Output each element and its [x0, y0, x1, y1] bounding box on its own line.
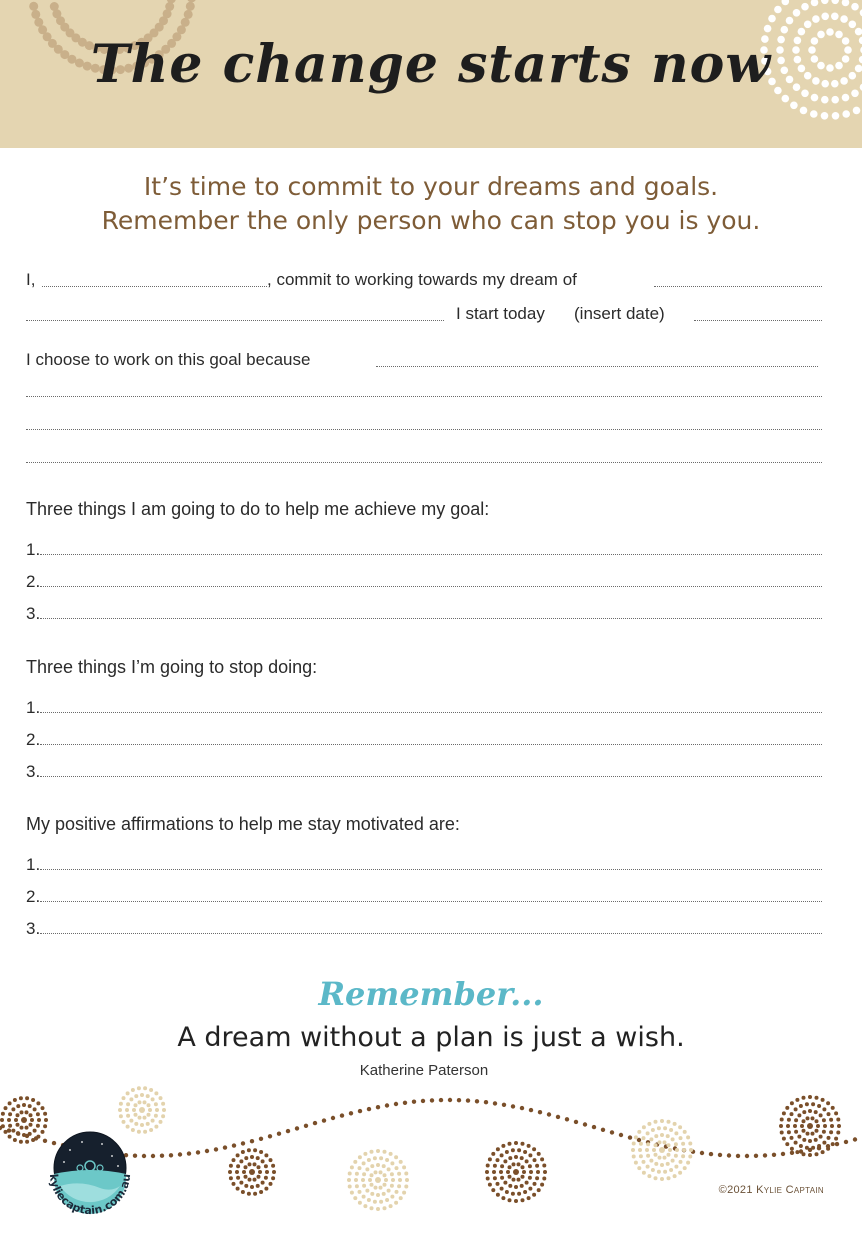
logo-text: kyliecaptain.com.au: [46, 1173, 134, 1218]
date-blank[interactable]: [694, 320, 822, 321]
remember-heading: Remember...: [318, 975, 544, 1013]
affirmation-item-number: 2.: [26, 887, 41, 906]
quote-author: Katherine Paterson: [359, 1062, 489, 1079]
stop-item-number: 1.: [26, 698, 41, 717]
reason-row: [26, 350, 822, 372]
quote-text: A dream without a plan is just a wish.: [177, 1022, 685, 1053]
stop-item-line[interactable]: [40, 744, 822, 745]
stop-item-number: 3.: [26, 762, 41, 781]
achieve-item-line[interactable]: [40, 554, 822, 555]
reason-line-4[interactable]: [26, 462, 822, 463]
reason-line-2[interactable]: [26, 396, 822, 397]
affirmation-item-line[interactable]: [40, 901, 822, 902]
commitment-prefix: I,: [26, 270, 36, 289]
header-banner: [0, 0, 862, 148]
reason-line-3[interactable]: [26, 429, 822, 430]
affirmation-item-line[interactable]: [40, 869, 822, 870]
reason-label: I choose to work on this goal because: [26, 350, 311, 369]
affirmation-item-number: 3.: [26, 919, 41, 938]
start-today-label: I start today: [456, 304, 545, 323]
commitment-row: [26, 270, 822, 292]
achieve-item-line[interactable]: [40, 586, 822, 587]
dream-blank[interactable]: [654, 286, 822, 287]
name-blank[interactable]: [42, 286, 267, 287]
stop-item-number: 2.: [26, 730, 41, 749]
intro-line-1: It’s time to commit to your dreams and goals.: [143, 172, 719, 201]
achieve-goal-heading: Three things I am going to do to help me achieve my goal:: [26, 499, 490, 519]
intro-line-2: Remember the only person who can stop you is you.: [101, 206, 761, 235]
copyright-text: ©2021 Kylie Captain: [718, 1184, 824, 1196]
dream-blank-continued[interactable]: [26, 320, 444, 321]
stop-item-line[interactable]: [40, 776, 822, 777]
affirmation-item-line[interactable]: [40, 933, 822, 934]
kylie-captain-logo[interactable]: [40, 1128, 140, 1228]
page-title: The change starts now: [90, 34, 772, 95]
reason-blank[interactable]: [376, 366, 818, 367]
stop-item-line[interactable]: [40, 712, 822, 713]
stop-doing-heading: Three things I’m going to stop doing:: [26, 657, 318, 677]
start-date-row: [26, 304, 822, 326]
insert-date-label: (insert date): [574, 304, 665, 323]
affirmations-heading: My positive affirmations to help me stay motivated are:: [26, 814, 460, 834]
achieve-item-number: 2.: [26, 572, 41, 591]
affirmation-item-number: 1.: [26, 855, 41, 874]
achieve-item-number: 3.: [26, 604, 41, 623]
commitment-middle: , commit to working towards my dream of: [267, 270, 577, 289]
achieve-item-line[interactable]: [40, 618, 822, 619]
achieve-item-number: 1.: [26, 540, 41, 559]
